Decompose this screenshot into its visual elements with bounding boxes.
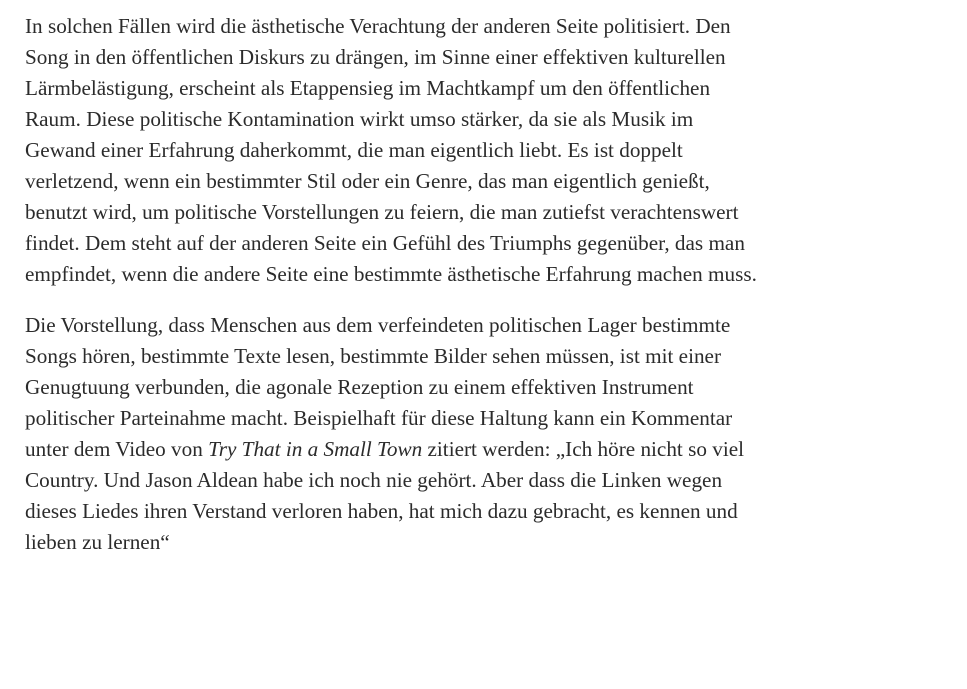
text-line: politischer Parteinahme macht. Beispielhaft für diese Haltung kann ein Kommentar (25, 406, 733, 430)
text-line: findet. Dem steht auf der anderen Seite ein Gefühl des Triumphs gegenüber, das man (25, 231, 745, 255)
text-line: Country. Und Jason Aldean habe ich noch nie gehört. Aber dass die Linken wegen (25, 468, 723, 492)
song-title: Try That in a Small Town (208, 437, 423, 461)
text-line: benutzt wird, um politische Vorstellungen zu feiern, die man zutiefst verachtenswert (25, 200, 739, 224)
text-line: Genugtuung verbunden, die agonale Rezeption zu einem effektiven Instrument (25, 375, 694, 399)
text-segment: unter dem Video von (25, 437, 209, 461)
text-line: In solchen Fällen wird die ästhetische Verachtung der anderen Seite politisiert. Den (25, 14, 731, 38)
text-line: lieben zu lernen“ (25, 530, 170, 554)
text-line: dieses Liedes ihren Verstand verloren haben, hat mich dazu gebracht, es kennen und (25, 499, 738, 523)
text-segment: zitiert werden: „Ich höre nicht so viel (422, 437, 745, 461)
text-line-with-title (25, 434, 965, 465)
paragraph-1 (25, 11, 965, 290)
text-line: Gewand einer Erfahrung daherkommt, die man eigentlich liebt. Es ist doppelt (25, 138, 683, 162)
text-line: Songs hören, bestimmte Texte lesen, bestimmte Bilder sehen müssen, ist mit einer (25, 344, 722, 368)
article-body (25, 11, 965, 578)
text-line: Lärmbelästigung, erscheint als Etappensieg im Machtkampf um den öffentlichen (25, 76, 711, 100)
text-line: verletzend, wenn ein bestimmter Stil oder ein Genre, das man eigentlich genießt, (25, 169, 710, 193)
text-line: Die Vorstellung, dass Menschen aus dem verfeindeten politischen Lager bestimmte (25, 313, 731, 337)
text-line: empfindet, wenn die andere Seite eine bestimmte ästhetische Erfahrung machen muss. (25, 262, 757, 286)
text-line: Song in den öffentlichen Diskurs zu drängen, im Sinne einer effektiven kulturellen (25, 45, 726, 69)
paragraph-2 (25, 310, 965, 558)
text-line: Raum. Diese politische Kontamination wirkt umso stärker, da sie als Musik im (25, 107, 694, 131)
